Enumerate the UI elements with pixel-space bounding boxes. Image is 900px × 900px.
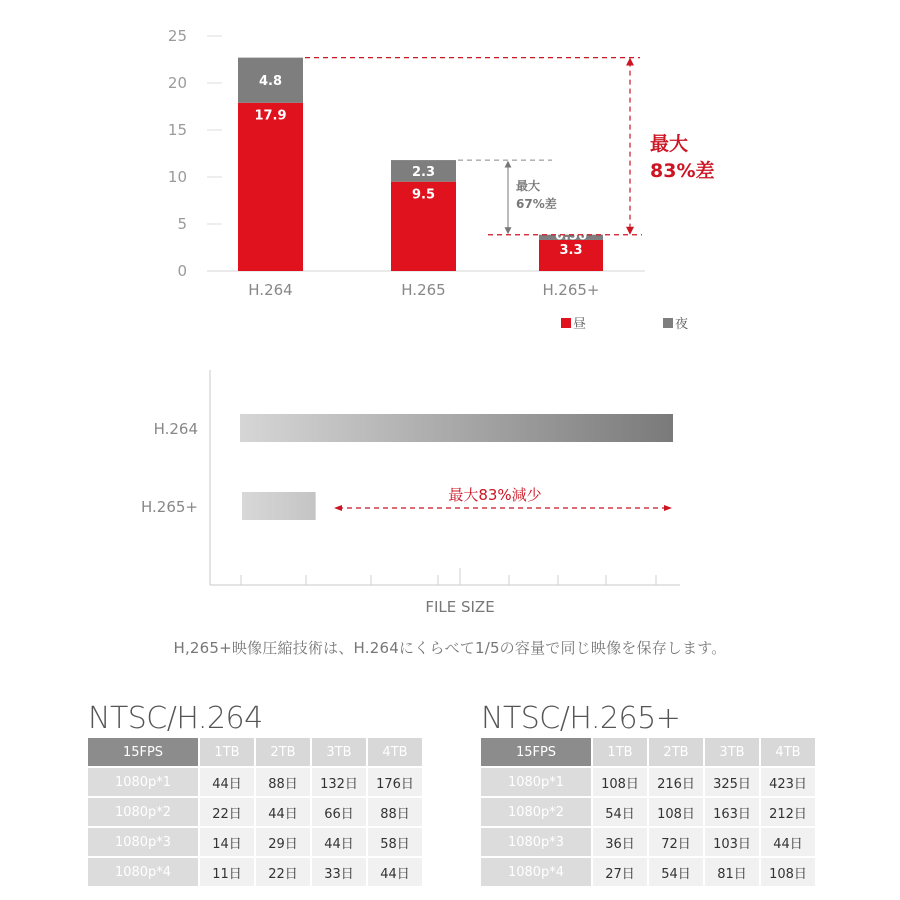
table-cell: 81日 bbox=[705, 858, 761, 888]
legend-swatch bbox=[663, 318, 673, 328]
table-row bbox=[88, 768, 424, 798]
annotation-label: 83%差 bbox=[650, 160, 715, 182]
table-cell: 44日 bbox=[312, 828, 368, 858]
table-header-cell: 15FPS bbox=[481, 738, 593, 768]
file-size-bar bbox=[240, 414, 673, 442]
table-cell: 14日 bbox=[200, 828, 256, 858]
table-cell: 54日 bbox=[649, 858, 705, 888]
legend-swatch bbox=[561, 318, 571, 328]
bar-label-night: 4.8 bbox=[258, 74, 283, 90]
table-header-cell: 1TB bbox=[200, 738, 256, 768]
table-row-header: 1080p*3 bbox=[481, 828, 593, 858]
table-row bbox=[88, 828, 424, 858]
reduction-label: 最大83%減少 bbox=[448, 486, 542, 504]
y-category-label: H.265+ bbox=[141, 498, 198, 516]
table-cell: 58日 bbox=[368, 828, 424, 858]
bar-label-day: 17.9 bbox=[254, 108, 287, 124]
storage-days-table bbox=[88, 738, 424, 888]
table-header-cell: 2TB bbox=[256, 738, 312, 768]
table-cell: 22日 bbox=[256, 858, 312, 888]
annotation-label: 最大 bbox=[516, 179, 541, 193]
table-cell: 325日 bbox=[705, 768, 761, 798]
table-cell: 44日 bbox=[368, 858, 424, 888]
table-row bbox=[481, 768, 817, 798]
table-cell: 88日 bbox=[368, 798, 424, 828]
y-tick-label: 5 bbox=[177, 215, 187, 233]
file-size-chart bbox=[0, 350, 900, 630]
table-cell: 29日 bbox=[256, 828, 312, 858]
table-cell: 176日 bbox=[368, 768, 424, 798]
table-row-header: 1080p*4 bbox=[88, 858, 200, 888]
y-tick-label: 25 bbox=[167, 27, 187, 45]
bar-label-night: 0.56 bbox=[554, 228, 588, 244]
table-header-cell: 3TB bbox=[705, 738, 761, 768]
table-row-header: 1080p*3 bbox=[88, 828, 200, 858]
y-tick-label: 10 bbox=[167, 168, 187, 186]
file-size-bar bbox=[242, 492, 316, 520]
table-cell: 44日 bbox=[200, 768, 256, 798]
table-cell: 423日 bbox=[761, 768, 817, 798]
table-cell: 212日 bbox=[761, 798, 817, 828]
table-cell: 11日 bbox=[200, 858, 256, 888]
table-cell: 66日 bbox=[312, 798, 368, 828]
table-row bbox=[481, 828, 817, 858]
table-header-cell: 3TB bbox=[312, 738, 368, 768]
x-category-label: H.264 bbox=[248, 281, 293, 299]
table-row-header: 1080p*1 bbox=[88, 768, 200, 798]
caption: H,265+映像圧縮技術は、H.264にくらべて1/5の容量で同じ映像を保存します。 bbox=[173, 639, 727, 657]
storage-days-table bbox=[481, 738, 817, 888]
y-tick-label: 0 bbox=[177, 262, 187, 280]
table-cell: 163日 bbox=[705, 798, 761, 828]
y-category-label: H.264 bbox=[153, 420, 198, 438]
table-cell: 36日 bbox=[593, 828, 649, 858]
storage-table-h264 bbox=[88, 700, 424, 888]
x-category-label: H.265 bbox=[401, 281, 446, 299]
y-tick-label: 20 bbox=[167, 74, 187, 92]
bar-label-day: 3.3 bbox=[559, 242, 583, 258]
bar-label-night: 2.3 bbox=[411, 164, 436, 180]
table-row-header: 1080p*2 bbox=[88, 798, 200, 828]
bar-label-day: 9.5 bbox=[411, 187, 436, 203]
annotation-label: 67%差 bbox=[516, 197, 557, 211]
table-title: NTSC/H.264 bbox=[88, 701, 263, 736]
table-header-cell: 4TB bbox=[368, 738, 424, 768]
table-header-cell: 1TB bbox=[593, 738, 649, 768]
table-cell: 108日 bbox=[649, 798, 705, 828]
table-row bbox=[481, 858, 817, 888]
table-header-row bbox=[88, 738, 424, 768]
table-cell: 108日 bbox=[593, 768, 649, 798]
legend-label: 夜 bbox=[675, 317, 689, 332]
table-title: NTSC/H.265+ bbox=[481, 701, 681, 736]
table-cell: 108日 bbox=[761, 858, 817, 888]
table-cell: 44日 bbox=[761, 828, 817, 858]
table-header-row bbox=[481, 738, 817, 768]
table-cell: 44日 bbox=[256, 798, 312, 828]
storage-table-h265plus bbox=[481, 700, 817, 888]
table-header-cell: 4TB bbox=[761, 738, 817, 768]
table-cell: 33日 bbox=[312, 858, 368, 888]
table-header-cell: 15FPS bbox=[88, 738, 200, 768]
stacked-bar-chart bbox=[0, 0, 900, 345]
table-row bbox=[88, 798, 424, 828]
table-cell: 72日 bbox=[649, 828, 705, 858]
table-row bbox=[88, 858, 424, 888]
table-cell: 27日 bbox=[593, 858, 649, 888]
table-header-cell: 2TB bbox=[649, 738, 705, 768]
table-row bbox=[481, 798, 817, 828]
table-row-header: 1080p*2 bbox=[481, 798, 593, 828]
table-cell: 54日 bbox=[593, 798, 649, 828]
table-row-header: 1080p*4 bbox=[481, 858, 593, 888]
bar-day bbox=[238, 103, 303, 271]
y-tick-label: 15 bbox=[167, 121, 187, 139]
annotation-label: 最大 bbox=[650, 133, 689, 155]
table-row-header: 1080p*1 bbox=[481, 768, 593, 798]
x-category-label: H.265+ bbox=[542, 281, 600, 299]
table-cell: 132日 bbox=[312, 768, 368, 798]
legend-label: 昼 bbox=[573, 317, 587, 332]
table-cell: 216日 bbox=[649, 768, 705, 798]
table-cell: 22日 bbox=[200, 798, 256, 828]
table-cell: 88日 bbox=[256, 768, 312, 798]
table-cell: 103日 bbox=[705, 828, 761, 858]
x-axis-label: FILE SIZE bbox=[425, 598, 495, 616]
